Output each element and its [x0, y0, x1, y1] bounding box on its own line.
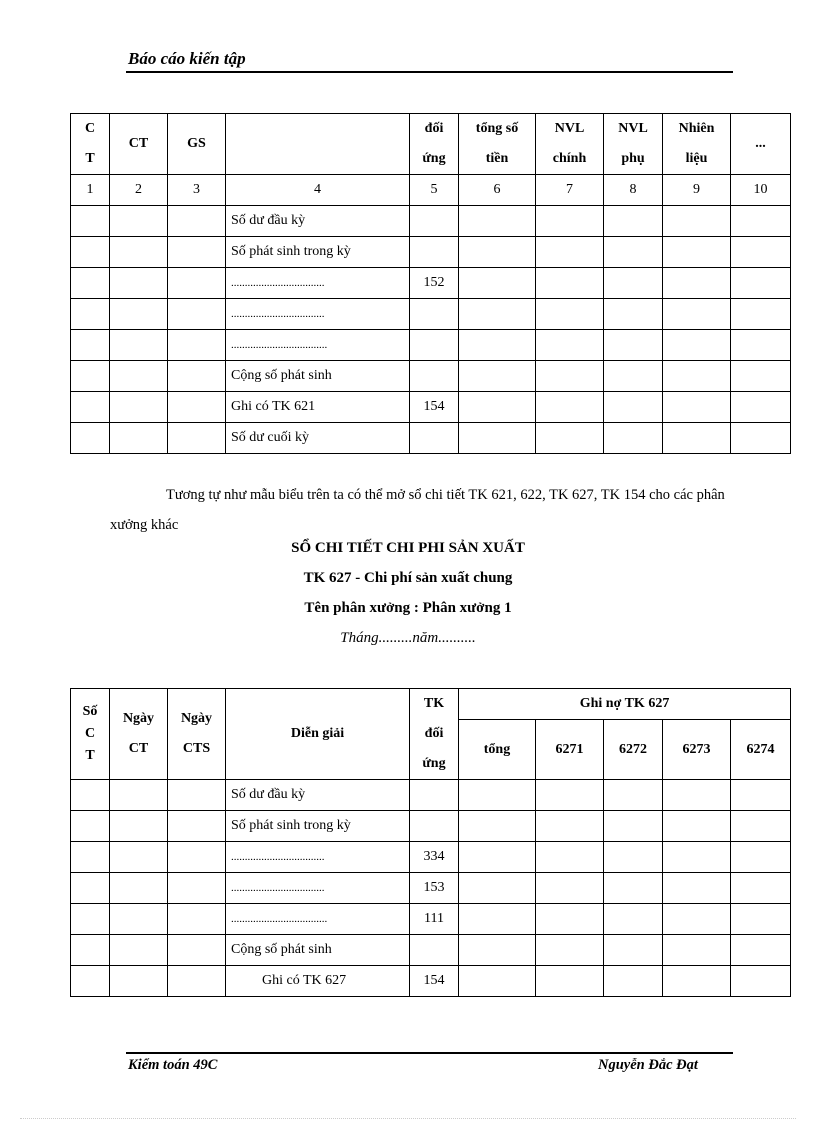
table2-header-row: [71, 689, 791, 720]
body-paragraph: Tương tự như mẫu biểu trên ta có thể mở sổ chi tiết TK 621, 622, TK 627, TK 154 cho các phân xưởng khác: [110, 487, 725, 533]
column-number: 7: [536, 175, 604, 206]
row-account: [410, 330, 459, 361]
column-number: 6: [459, 175, 536, 206]
row-description: ..................................: [226, 842, 410, 873]
section-title: SỔ CHI TIẾT CHI PHI SẢN XUẤT: [291, 540, 525, 556]
table-row: [71, 842, 791, 873]
table1-header-row: [71, 114, 791, 175]
row-description: Cộng số phát sinh: [226, 935, 410, 966]
table1-header-cell: đối ứng: [410, 114, 459, 175]
table-row: [71, 361, 791, 392]
page-header-title: Báo cáo kiến tập: [128, 49, 246, 68]
table-row: [71, 873, 791, 904]
row-description: Ghi có TK 627: [226, 966, 410, 997]
workshop-name: Tên phân xưởng : Phân xưởng 1: [304, 600, 512, 616]
column-number: 1: [71, 175, 110, 206]
row-account: [410, 299, 459, 330]
subheader-cell: 6274: [731, 720, 791, 780]
table-row: [71, 330, 791, 361]
row-description: Số phát sinh trong kỳ: [226, 237, 410, 268]
table-row: [71, 237, 791, 268]
table-row: [71, 966, 791, 997]
column-number: 9: [663, 175, 731, 206]
row-account: [410, 811, 459, 842]
row-description: Cộng số phát sinh: [226, 361, 410, 392]
row-account: 153: [410, 873, 459, 904]
cost-ledger-table-1: [70, 113, 791, 454]
table-row: [71, 268, 791, 299]
table1-header-cell: GS: [168, 114, 226, 175]
table-row: [71, 299, 791, 330]
row-account: [410, 780, 459, 811]
row-description: ..................................: [226, 268, 410, 299]
row-account: [410, 935, 459, 966]
section-subtitle: TK 627 - Chi phí sản xuất chung: [303, 570, 513, 586]
row-account: 111: [410, 904, 459, 935]
footer-course: Kiểm toán 49C: [128, 1057, 218, 1073]
header-ghi-no-group: Ghi nợ TK 627: [459, 689, 791, 720]
page-bottom-edge: [20, 1118, 796, 1119]
row-description: Số dư đầu kỳ: [226, 780, 410, 811]
row-description: Ghi có TK 621: [226, 392, 410, 423]
row-account: 334: [410, 842, 459, 873]
footer-rule: [126, 1052, 733, 1054]
row-description: ...................................: [226, 904, 410, 935]
row-description: ..................................: [226, 299, 410, 330]
cost-ledger-table-627: [70, 688, 791, 997]
table-row: [71, 423, 791, 454]
subheader-cell: 6273: [663, 720, 731, 780]
row-account: 154: [410, 966, 459, 997]
subheader-cell: tổng: [459, 720, 536, 780]
row-description: ..................................: [226, 873, 410, 904]
table1-number-row: [71, 175, 791, 206]
row-account: [410, 423, 459, 454]
row-account: 152: [410, 268, 459, 299]
column-number: 5: [410, 175, 459, 206]
column-number: 10: [731, 175, 791, 206]
header-ngay-cts: Ngày CTS: [168, 689, 226, 780]
row-account: [410, 361, 459, 392]
subheader-cell: 6271: [536, 720, 604, 780]
table1-header-cell: C T: [71, 114, 110, 175]
subheader-cell: 6272: [604, 720, 663, 780]
row-account: [410, 206, 459, 237]
header-tk-doi-ung: TK đối ứng: [410, 689, 459, 780]
row-description: Số dư đầu kỳ: [226, 206, 410, 237]
table-row: [71, 206, 791, 237]
column-number: 3: [168, 175, 226, 206]
row-description: Số phát sinh trong kỳ: [226, 811, 410, 842]
column-number: 8: [604, 175, 663, 206]
table-row: [71, 811, 791, 842]
table-row: [71, 780, 791, 811]
table1-header-cell: ...: [731, 114, 791, 175]
period-line: Tháng.........năm..........: [340, 630, 476, 646]
table1-header-cell: CT: [110, 114, 168, 175]
row-description: ...................................: [226, 330, 410, 361]
row-account: 154: [410, 392, 459, 423]
row-account: [410, 237, 459, 268]
header-so-ct: Số C T: [71, 689, 110, 780]
table-row: [71, 392, 791, 423]
header-dien-giai: Diễn giải: [226, 689, 410, 780]
footer-author: Nguyễn Đắc Đạt: [598, 1057, 698, 1073]
table1-header-cell: tổng số tiền: [459, 114, 536, 175]
header-ngay-ct: Ngày CT: [110, 689, 168, 780]
column-number: 4: [226, 175, 410, 206]
table-row: [71, 904, 791, 935]
table1-header-cell: NVL chính: [536, 114, 604, 175]
row-description: Số dư cuối kỳ: [226, 423, 410, 454]
table1-header-cell: NVL phụ: [604, 114, 663, 175]
table1-header-cell: [226, 114, 410, 175]
table1-header-cell: Nhiên liệu: [663, 114, 731, 175]
column-number: 2: [110, 175, 168, 206]
table-row: [71, 935, 791, 966]
header-rule: [126, 71, 733, 73]
